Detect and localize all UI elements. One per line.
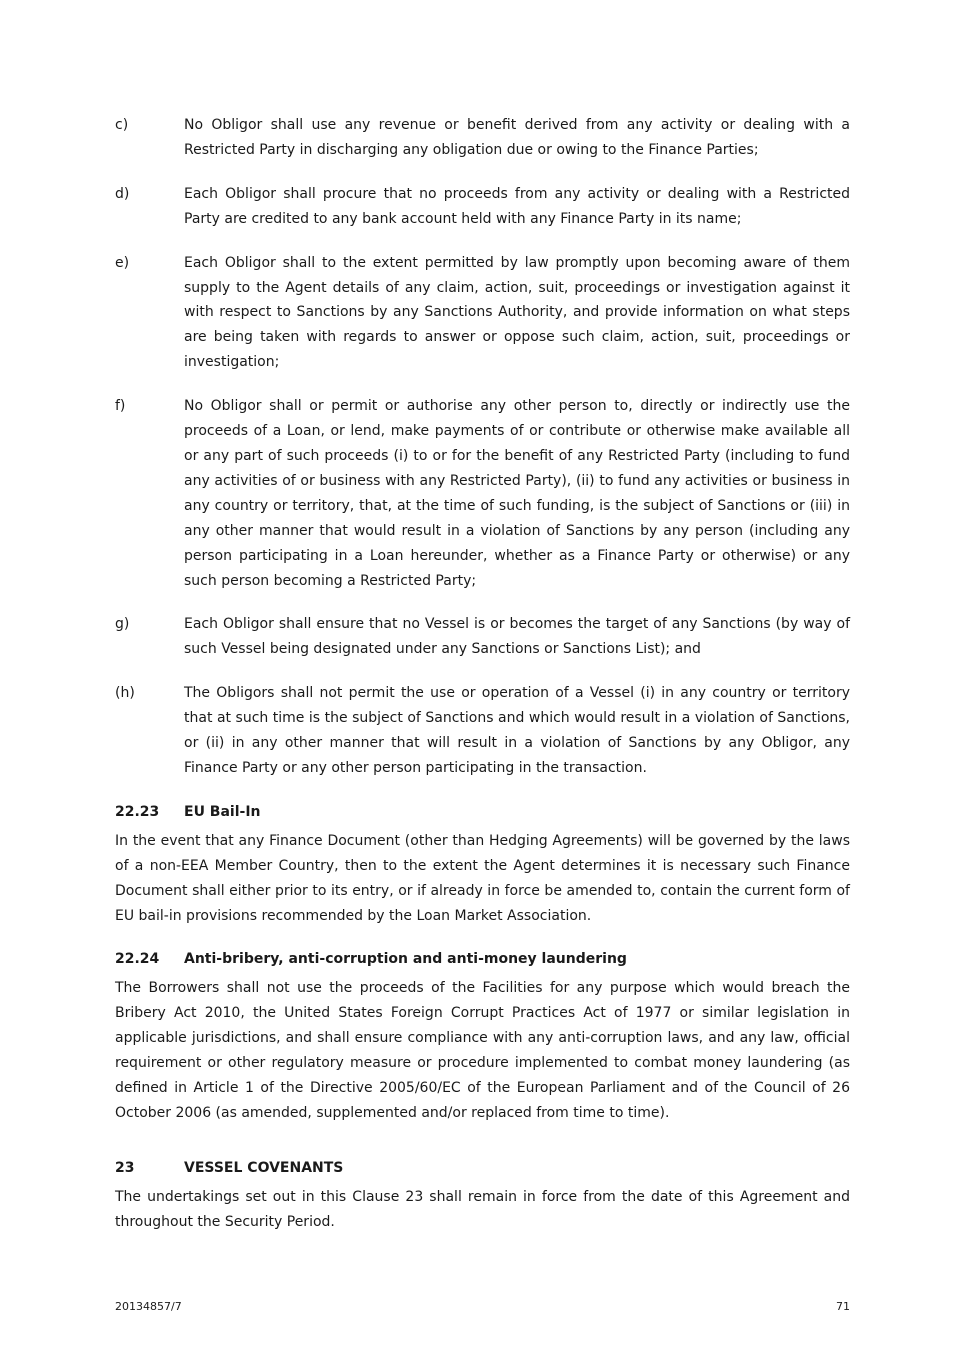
- section-title: Anti-bribery, anti-corruption and anti-money laundering: [184, 951, 627, 968]
- clause-label: e): [115, 254, 130, 271]
- document-page: [115, 113, 850, 1254]
- section-number: 22.24: [115, 951, 160, 968]
- clause-label: d): [115, 185, 130, 202]
- document-reference: 20134857/7: [115, 1300, 182, 1313]
- clause-text: Each Obligor shall procure that no proceeds from any activity or dealing with a Restricted Party are credited to any bank account held with any Finance Party in its name;: [184, 185, 850, 227]
- clause-label: c): [115, 117, 129, 133]
- section-body-vessel-covenants: The undertakings set out in this Clause 23 shall remain in force from the date of this Agreement and throughout the Security Period.: [115, 1188, 850, 1230]
- clause-label: f): [115, 398, 126, 415]
- section-number: 23: [115, 1159, 135, 1176]
- section-heading-eu-bail-in: [115, 800, 850, 824]
- section-heading-anti-bribery: [115, 947, 850, 971]
- clause-item-d: [115, 182, 850, 232]
- section-title: EU Bail-In: [184, 803, 261, 820]
- section-body-anti-bribery: The Borrowers shall not use the proceeds of the Facilities for any purpose which would breach the Bribery Act 2010, the United States Foreign Corrupt Practices Act of 1977 or similar legislation in applicable jurisdictions, and shall ensure compliance with any anti-corruption laws, and any law, official requirement or other regulatory measure or procedure implemented to combat money laundering (as defined in Article 1 of the Directive 2005/60/EC of the European Parliament and of the Council of 26 October 2006 (as amended, supplemented and/or replaced from time to time).: [115, 980, 850, 1121]
- clause-text: The Obligors shall not permit the use or operation of a Vessel (i) in any country or territory that at such time is the subject of Sanctions and which would result in a violation of Sanctions, or (ii) in any other manner that will result in a violation of Sanctions by any Obligor, any Finance Party or any other person participating in the transaction.: [184, 685, 850, 776]
- page-footer: [115, 1300, 850, 1313]
- section-title: VESSEL COVENANTS: [184, 1159, 344, 1176]
- clause-item-g: [115, 612, 850, 662]
- clause-item-e: [115, 251, 850, 376]
- clause-text: Each Obligor shall to the extent permitted by law promptly upon becoming aware of them supply to the Agent details of any claim, action, suit, proceedings or investigation against it with respect to Sanctions by any Sanctions Authority, and provide information on what steps are being taken with regards to answer or oppose such claim, action, suit, proceedings or investigation;: [184, 254, 850, 371]
- section-heading-vessel-covenants: [115, 1156, 850, 1180]
- clause-item-c: [115, 113, 850, 163]
- clause-text: Each Obligor shall ensure that no Vessel is or becomes the target of any Sanctions (by way of such Vessel being designated under any Sanctions or Sanctions List); and: [184, 616, 850, 658]
- page-number: 71: [836, 1300, 850, 1313]
- section-number: 22.23: [115, 803, 160, 820]
- clause-label: (h): [115, 685, 135, 702]
- clause-text: No Obligor shall or permit or authorise any other person to, directly or indirectly use the proceeds of a Loan, or lend, make payments of or contribute or otherwise make available all or any part of such proceeds (i) to or for the benefit of any Restricted Party (including to fund any activities of or business with any Restricted Party), (ii) to fund any activities or business in any country or territory, that, at the time of such funding, is the subject of Sanctions or (iii) in any other manner that would result in a violation of Sanctions by any person (including any person participating in a Loan hereunder, whether as a Finance Party or otherwise) or any such person becoming a Restricted Party;: [184, 398, 850, 589]
- clause-label: g): [115, 616, 130, 633]
- section-body-eu-bail-in: In the event that any Finance Document (other than Hedging Agreements) will be governed by the laws of a non-EEA Member Country, then to the extent the Agent determines it is necessary such Finance Document shall either prior to its entry, or if already in force be amended to, contain the current form of EU bail-in provisions recommended by the Loan Market Association.: [115, 832, 850, 924]
- clause-item-h: [115, 681, 850, 781]
- clause-item-f: [115, 394, 850, 593]
- clause-text: No Obligor shall use any revenue or benefit derived from any activity or dealing with a Restricted Party in discharging any obligation due or owing to the Finance Parties;: [184, 117, 850, 158]
